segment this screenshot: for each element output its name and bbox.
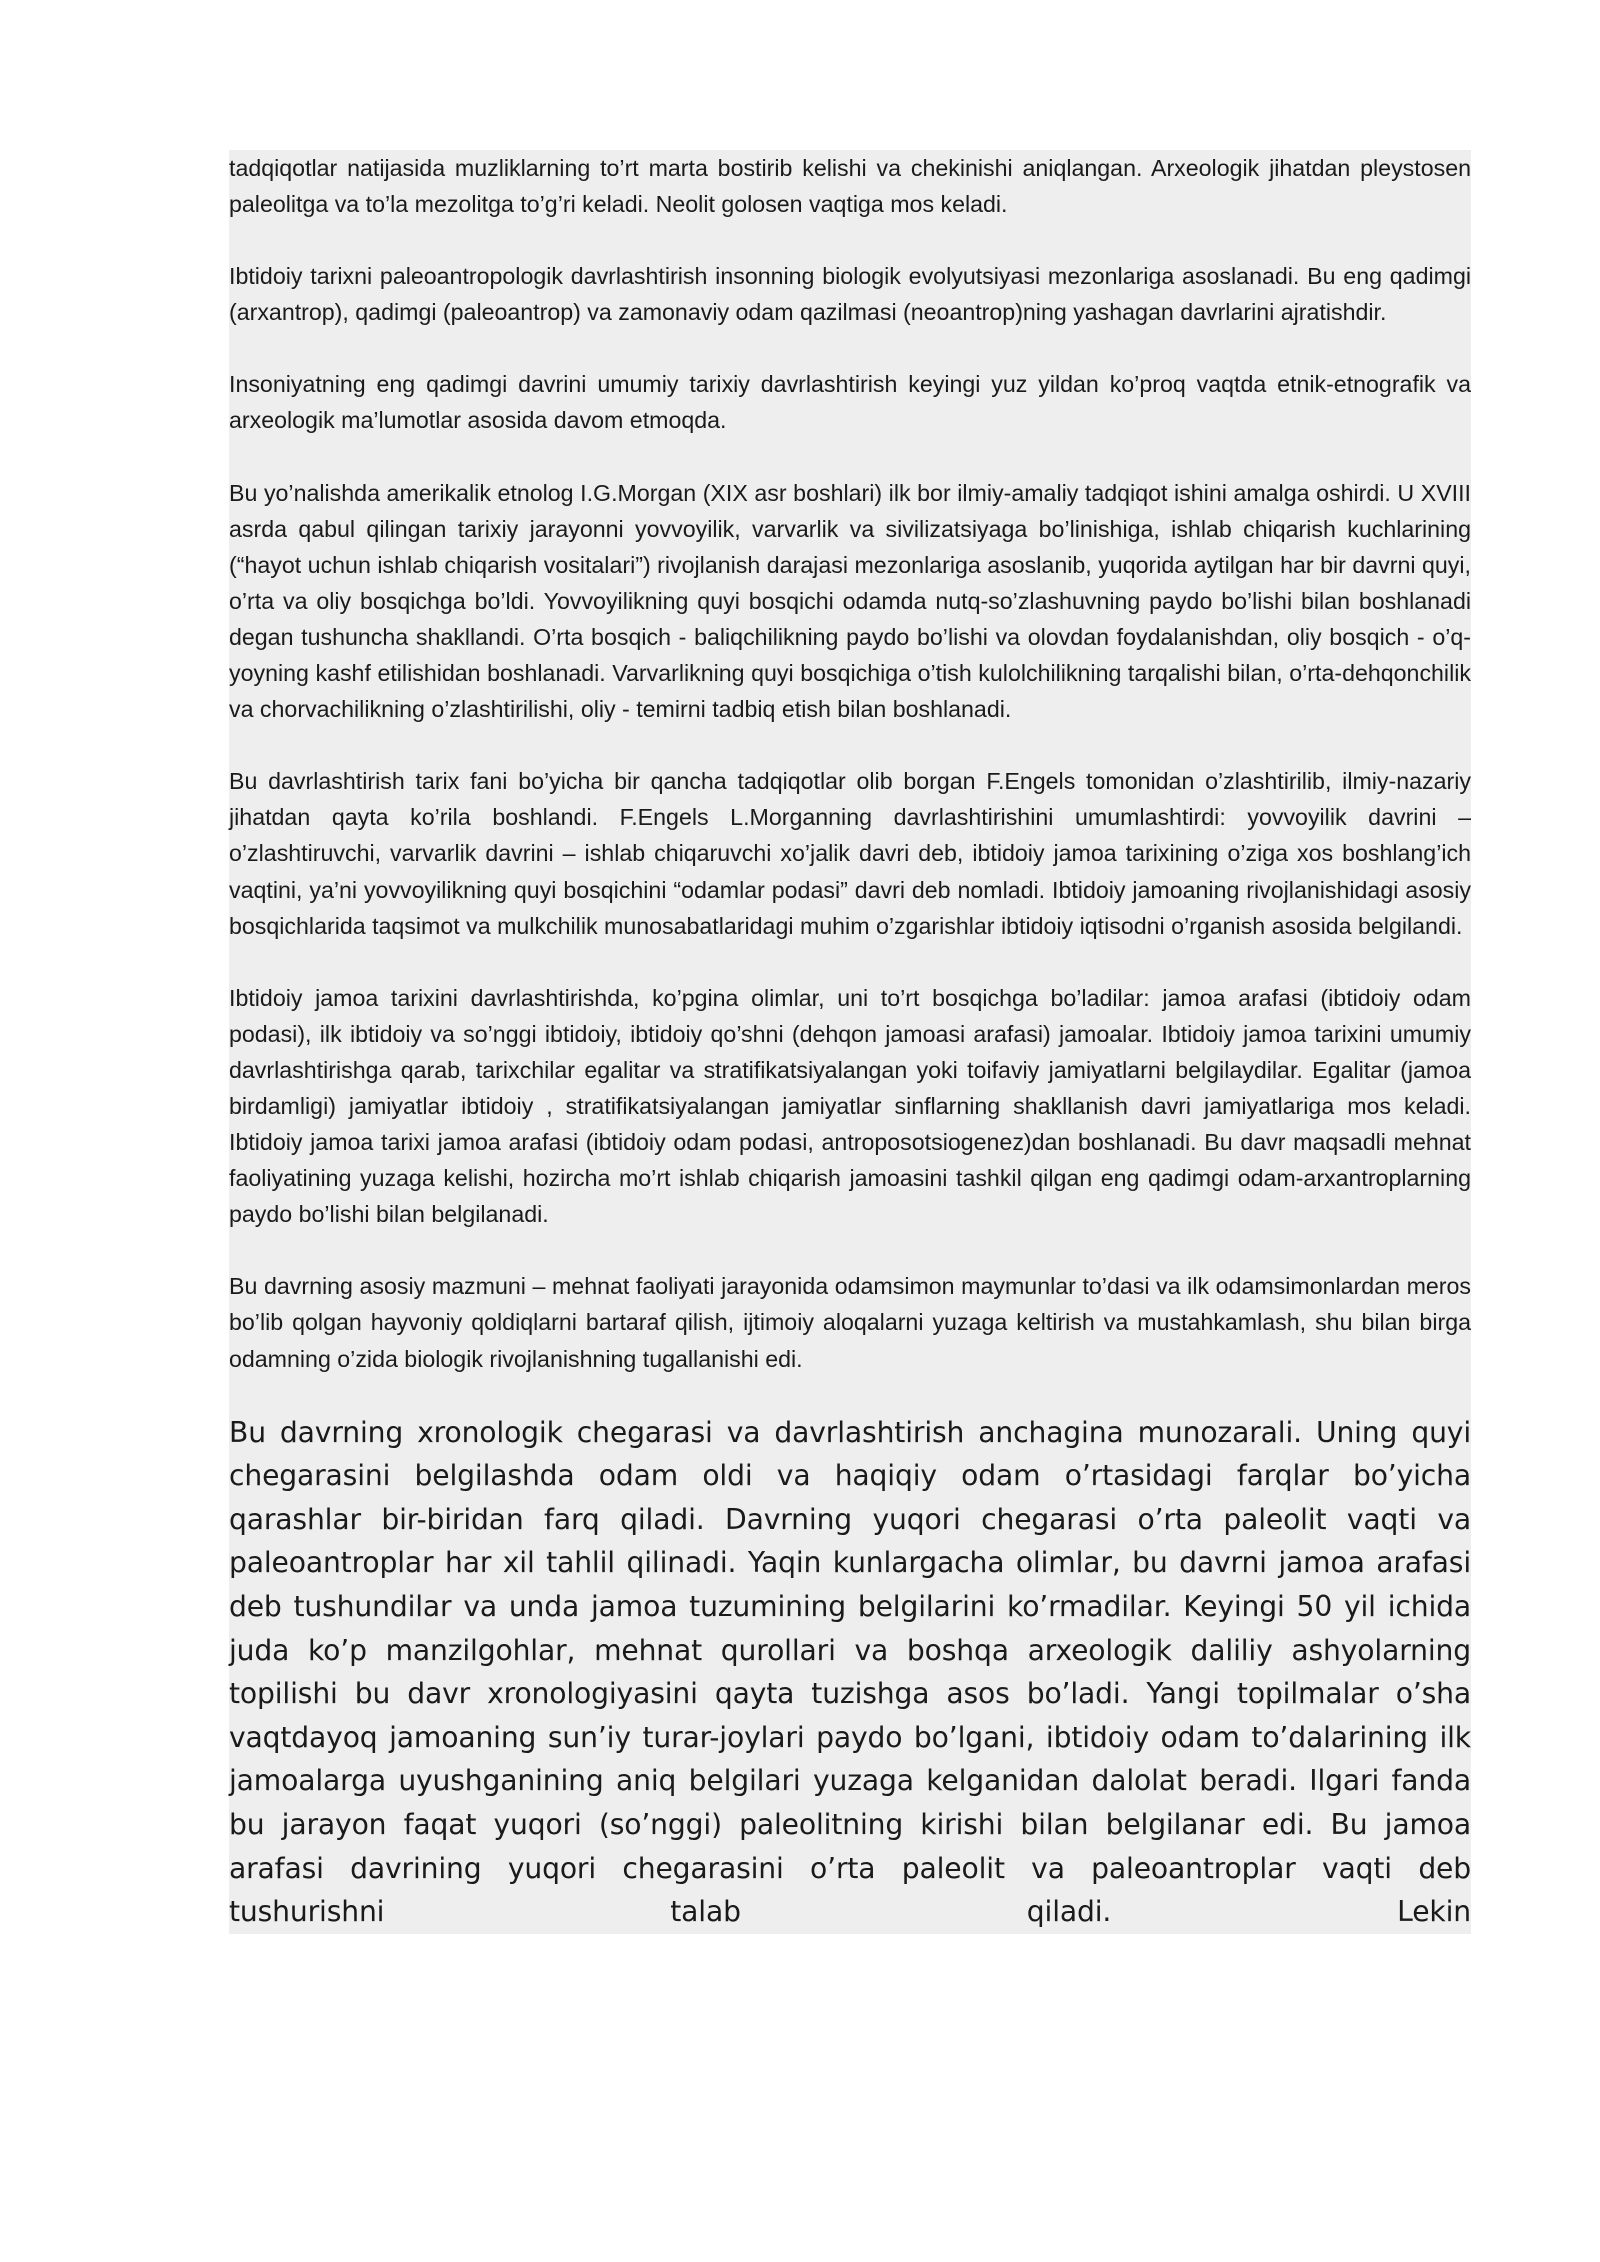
document-body bbox=[229, 150, 1471, 1934]
paragraph-historical-periodization: Insoniyatning eng qadimgi davrini umumiy tarixiy davrlashtirish keyingi yuz yildan ko’proq vaqtda etnik-etnografik va arxeologik ma’lumotlar asosida davom etmoqda. bbox=[229, 371, 1471, 434]
paragraph-engels-periodization: Bu davrlashtirish tarix fani bo’yicha bir qancha tadqiqotlar olib borgan F.Engels tomonidan o’zlashtirilib, ilmiy-nazariy jihatdan qayta ko’rila boshlandi. F.Engels L.Morganning davrlashtirishini umumlashtirdi: yovvoyilik davrini – o’zlashtiruvchi, varvarlik davrini – ishlab chiqaruvchi xo’jalik davri deb, ibtidoiy jamoa tarixining o’ziga xos boshlang’ich vaqtini, ya’ni yovvoyilikning quyi bosqichini “odamlar podasi” davri deb nomladi. Ibtidoiy jamoaning rivojlanishidagi asosiy bosqichlarida taqsimot va mulkchilik munosabatlaridagi muhim o’zgarishlar ibtidoiy iqtisodni o’rganish asosida belgilandi. bbox=[229, 768, 1471, 939]
paragraph-chronological-boundaries: Bu davrning xronologik chegarasi va davrlashtirish anchagina munozarali. Uning quyi chegarasini belgilashda odam oldi va haqiqiy odam o’rtasidagi farqlar bo’yicha qarashlar bir-biridan farq qiladi. Davrning yuqori chegarasi o’rta paleolit vaqti va paleoantroplar har xil tahlil qilinadi. Yaqin kunlargacha olimlar, bu davrni jamoa arafasi deb tushundilar va unda jamoa tuzumining belgilarini ko’rmadilar. Keyingi 50 yil ichida juda ko’p manzilgohlar, mehnat qurollari va boshqa arxeologik daliliy ashyolarning topilishi bu davr xronologiyasini qayta tuzishga asos bo’ladi. Yangi topilmalar o’sha vaqtdayoq jamoaning sun’iy turar-joylari paydo bo’lgani, ibtidoiy odam to’dalarining ilk jamoalarga uyushganining aniq belgilari yuzaga kelganidan dalolat beradi. Ilgari fanda bu jarayon faqat yuqori (so’nggi) paleolitning kirishi bilan belgilanar edi. Bu jamoa arafasi davrining yuqori chegarasini o’rta paleolit va paleoantroplar vaqti deb tushurishni talab qiladi. Lekin bbox=[229, 1415, 1471, 1929]
paragraph-glacial-periods: tadqiqotlar natijasida muzliklarning to’rt marta bostirib kelishi va chekinishi aniqlangan. Arxeologik jihatdan pleystosen paleolitga va to’la mezolitga to’g’ri keladi. Neolit golosen vaqtiga mos keladi. bbox=[229, 155, 1471, 218]
paragraph-four-stages: Ibtidoiy jamoa tarixini davrlashtirishda, ko’pgina olimlar, uni to’rt bosqichga bo’ladilar: jamoa arafasi (ibtidoiy odam podasi), ilk ibtidoiy va so’nggi ibtidoiy, ibtidoiy qo’shni (dehqon jamoasi arafasi) jamoalar. Ibtidoiy jamoa tarixini umumiy davrlashtirishga qarab, tarixchilar egalitar va stratifikatsiyalangan yoki toifaviy jamiyatlarni belgilaydilar. Egalitar (jamoa birdamligi) jamiyatlar ibtidoiy , stratifikatsiyalangan jamiyatlar sinflarning shakllanish davri jamiyatlariga mos keladi. Ibtidoiy jamoa tarixi jamoa arafasi (ibtidoiy odam podasi, antroposotsiogenez)dan boshlanadi. Bu davr maqsadli mehnat faoliyatining yuzaga kelishi, hozircha mo’rt ishlab chiqarish jamoasini tashkil qilgan eng qadimgi odam-arxantroplarning paydo bo’lishi bilan belgilanadi. bbox=[229, 984, 1471, 1228]
paragraph-morgan-periodization: Bu yo’nalishda amerikalik etnolog I.G.Morgan (XIX asr boshlari) ilk bor ilmiy-amaliy tadqiqot ishini amalga oshirdi. U XVIII asrda qabul qilingan tarixiy jarayonni yovvoyilik, varvarlik va sivilizatsiyaga bo’linishiga, ishlab chiqarish kuchlarining (“hayot uchun ishlab chiqarish vositalari”) rivojlanish darajasi mezonlariga asoslanib, yuqorida aytilgan har bir davrni quyi, o’rta va oliy bosqichga bo’ldi. Yovvoyilikning quyi bosqichi odamda nutq-so’zlashuvning paydo bo’lishi bilan boshlanadi degan tushuncha shakllandi. O’rta bosqich - baliqchilikning paydo bo’lishi va olovdan foydalanishdan, oliy bosqich - o’q-yoyning kashf etilishidan boshlanadi. Varvarlikning quyi bosqichiga o’tish kulolchilikning tarqalishi bilan, o’rta-dehqonchilik va chorvachilikning o’zlashtirilishi, oliy - temirni tadbiq etish bilan boshlanadi. bbox=[229, 479, 1471, 723]
paragraph-era-content: Bu davrning asosiy mazmuni – mehnat faoliyati jarayonida odamsimon maymunlar to’dasi va ilk odamsimonlardan meros bo’lib qolgan hayvoniy qoldiqlarni bartaraf qilish, ijtimoiy aloqalarni yuzaga keltirish va mustahkamlash, shu bilan birga odamning o’zida biologik rivojlanishning tugallanishi edi. bbox=[229, 1273, 1471, 1372]
paragraph-paleoanthropological-periodization: Ibtidoiy tarixni paleoantropologik davrlashtirish insonning biologik evolyutsiyasi mezonlariga asoslanadi. Bu eng qadimgi (arxantrop), qadimgi (paleoantrop) va zamonaviy odam qazilmasi (neoantrop)ning yashagan davrlarini ajratishdir. bbox=[229, 263, 1471, 326]
